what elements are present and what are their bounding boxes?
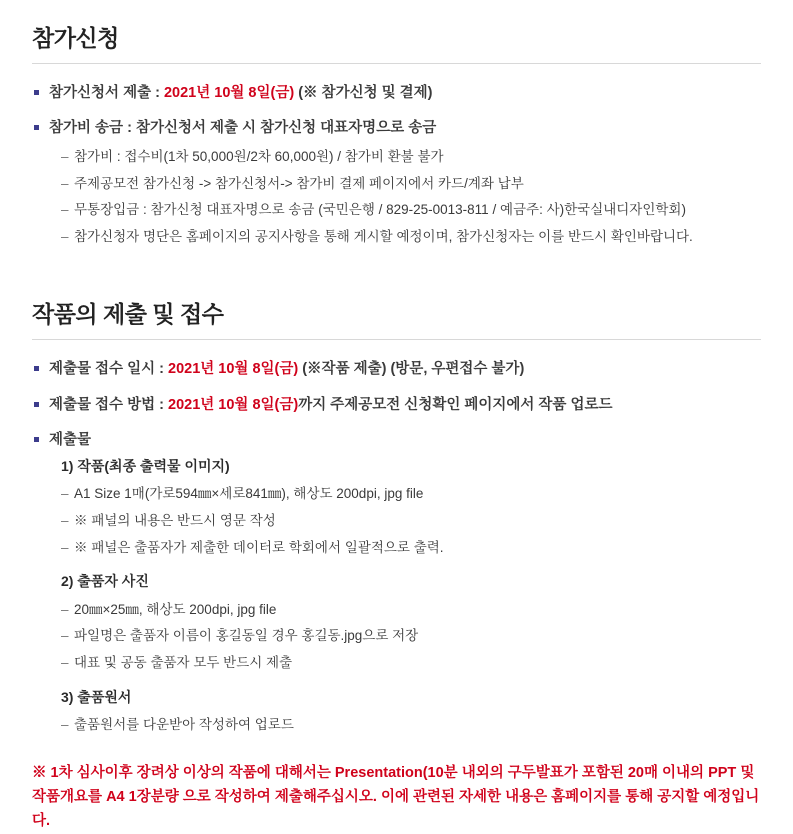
bullet-text-highlight: 2021년 10월 8일(금) xyxy=(168,396,299,413)
bullet-text-post: (※작품 제출) (방문, 우편접수 불가) xyxy=(298,361,525,378)
page-title: 참가신청 xyxy=(32,25,119,51)
section-participation-application xyxy=(32,0,761,247)
sub-list-item-note: – ※ 패널의 내용은 반드시 영문 작성 xyxy=(61,510,761,532)
section-submission xyxy=(32,260,761,833)
list-item xyxy=(32,358,761,380)
sub-list-item: – 20㎜×25㎜, 해상도 200dpi, jpg file xyxy=(61,599,761,621)
bullet-list-participation xyxy=(32,82,761,247)
bullet-text-post: 까지 주제공모전 신청확인 페이지에서 작품 업로드 xyxy=(298,396,613,413)
bullet-text-pre: 참가신청서 제출 : xyxy=(49,85,164,101)
section-divider xyxy=(32,339,761,340)
sub-list-item-note: – ※ 패널은 출품자가 제출한 데이터로 학회에서 일괄적으로 출력. xyxy=(61,537,761,559)
sub-list-item-note: – 파일명은 출품자 이름이 홍길동일 경우 홍길동.jpg으로 저장 xyxy=(61,625,761,647)
bullet-list-submission xyxy=(32,358,761,736)
section-title-submission: 작품의 제출 및 접수 xyxy=(32,301,224,328)
list-item xyxy=(32,117,761,247)
sub-list-item: – 출품원서를 다운받아 작성하여 업로드 xyxy=(61,714,761,736)
list-item xyxy=(32,429,761,736)
submission-group-heading: 2) 출품자 사진 xyxy=(61,573,149,590)
bullet-text-pre: 참가비 송금 : 참가신청서 제출 시 참가신청 대표자명으로 송금 xyxy=(49,120,437,137)
sub-list-item-warning: – 참가신청자 명단은 홈페이지의 공지사항을 통해 게시할 예정이며, 참가신청자는 이를 반드시 확인바랍니다. xyxy=(61,226,761,248)
bullet-text-highlight: 2021년 10월 8일(금) xyxy=(168,361,299,378)
section-divider xyxy=(32,63,761,64)
sub-list-item: – A1 Size 1매(가로594㎜×세로841㎜), 해상도 200dpi, jpg file xyxy=(61,483,761,505)
bullet-text-highlight: 2021년 10월 8일(금) xyxy=(163,85,295,101)
bullet-text-post: (※ 참가신청 및 결제) xyxy=(294,85,433,101)
bullet-text-pre: 제출물 xyxy=(49,432,92,449)
sub-list-item: – 참가비 : 접수비(1차 50,000원/2차 60,000원) / 참가비 환불 불가 xyxy=(61,146,761,168)
footnote-presentation-notice: ※ 1차 심사이후 장려상 이상의 작품에 대해서는 Presentation(10분 내외의 구두발표가 포함된 20매 이내의 PPT 및 작품개요를 A4 1장분량 으로 작성하여 제출해주십시오. 이에 관련된 자세한 내용은 홈페이지를 통해 공지할 예정입니다. xyxy=(32,764,760,829)
sub-list-item: – 무통장입금 : 참가신청 대표자명으로 송금 (국민은행 / 829-25-0013-811 / 예금주: 사)한국실내디자인학회) xyxy=(61,199,761,221)
sub-list-artwork xyxy=(49,483,761,558)
sub-list-item-note: – 대표 및 공동 출품자 모두 반드시 제출 xyxy=(61,652,761,674)
sub-list-item: – 주제공모전 참가신청 -> 참가신청서-> 참가비 결제 페이지에서 카드/계좌 납부 xyxy=(61,173,761,195)
submission-group-heading: 1) 작품(최종 출력물 이미지) xyxy=(61,457,230,474)
sub-list-fee-details xyxy=(49,146,761,247)
submission-group-heading: 3) 출품원서 xyxy=(61,688,132,705)
list-item xyxy=(32,394,761,416)
sub-list-application-form xyxy=(49,714,761,736)
bullet-text-pre: 제출물 접수 일시 : xyxy=(49,361,168,378)
sub-list-photo xyxy=(49,599,761,674)
list-item xyxy=(32,82,761,104)
bullet-text-pre: 제출물 접수 방법 : xyxy=(49,396,168,413)
